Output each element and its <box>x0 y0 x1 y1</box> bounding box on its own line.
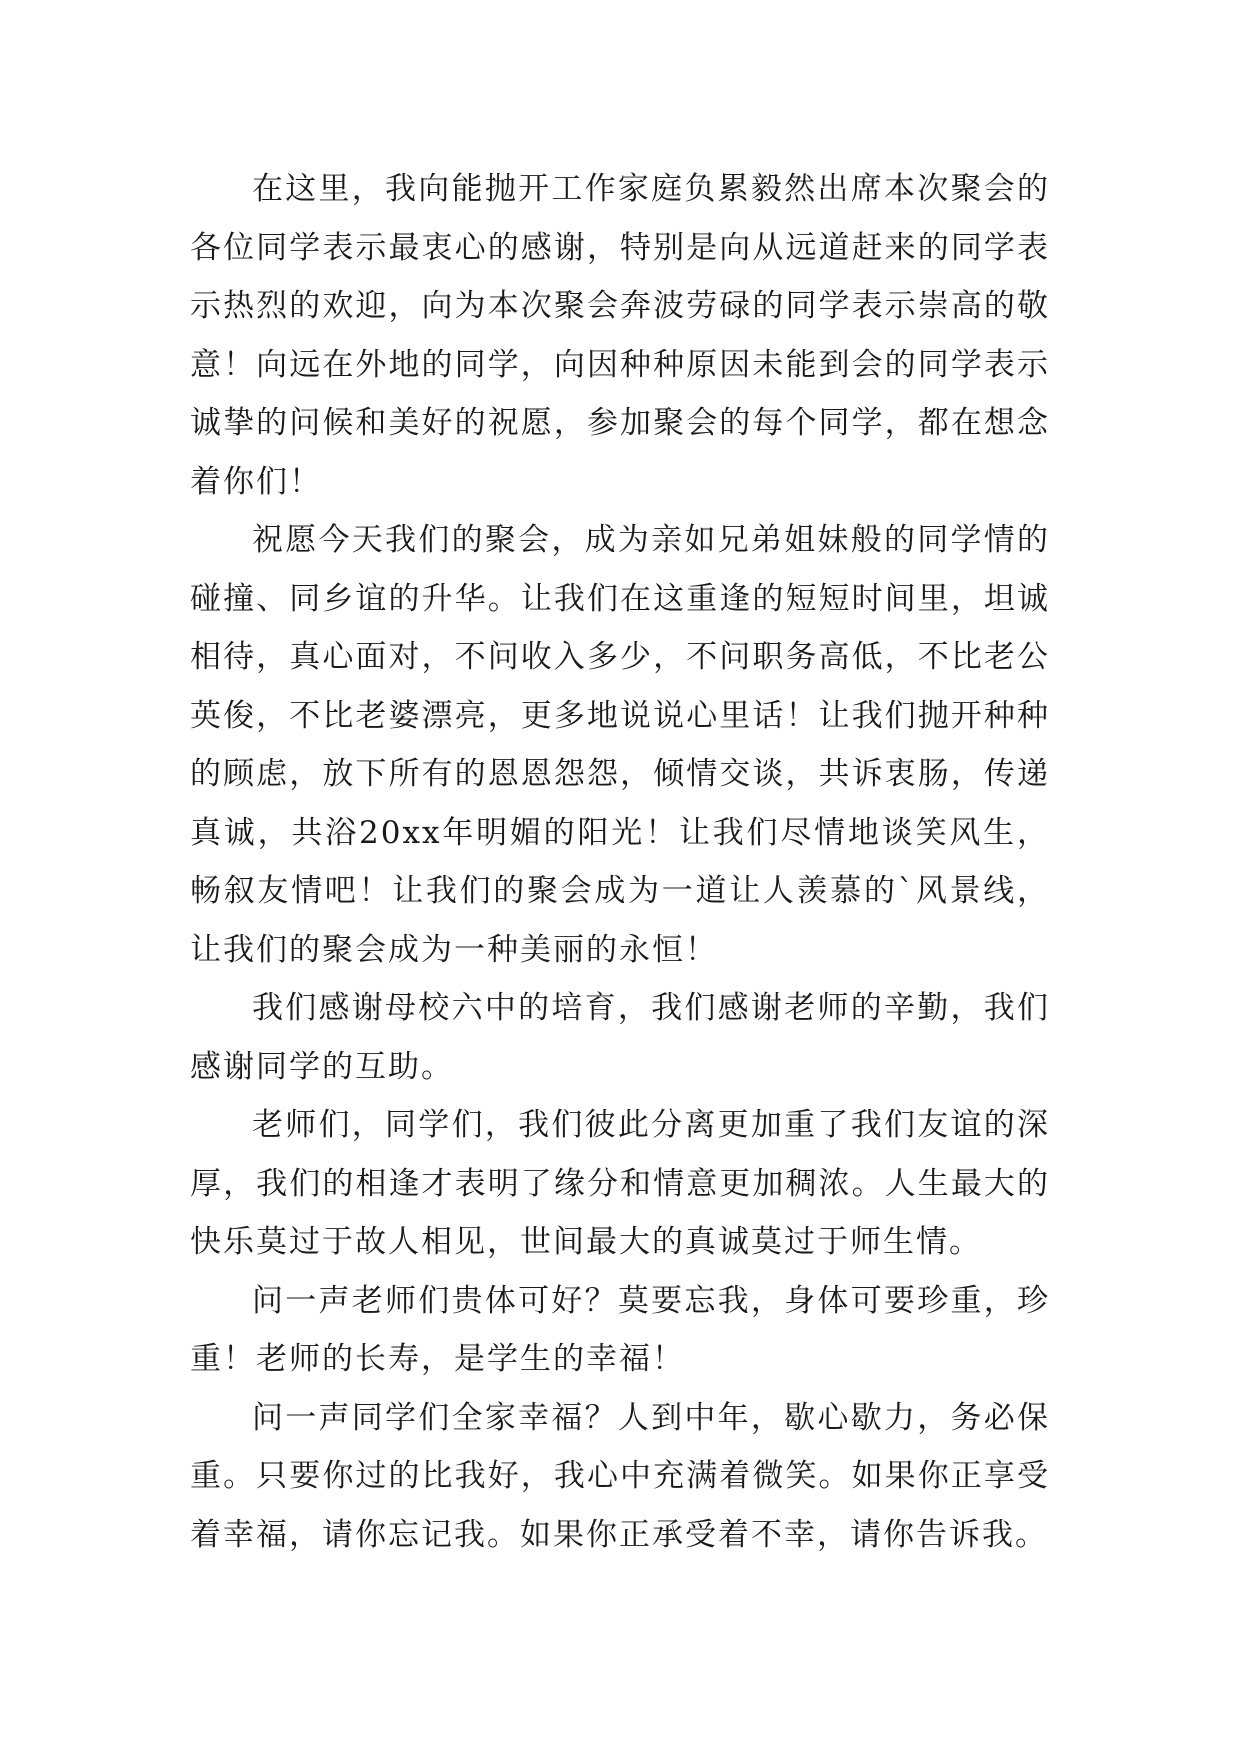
paragraph-wishes: 祝愿今天我们的聚会，成为亲如兄弟姐妹般的同学情的碰撞、同乡谊的升华。让我们在这重逢的短短时间里，坦诚相待，真心面对，不问收入多少，不问职务高低，不比老公英俊，不比老婆漂亮，更多地说说心里话！让我们抛开种种的顾虑，放下所有的恩恩怨怨，倾情交谈，共诉衷肠，传递真诚，共浴20xx年明媚的阳光！让我们尽情地谈笑风生，畅叙友情吧！让我们的聚会成为一道让人羡慕的`风景线，让我们的聚会成为一种美丽的永恒！ <box>190 522 1050 968</box>
paragraph-teachers: 问一声老师们贵体可好？莫要忘我，身体可要珍重，珍重！老师的长寿，是学生的幸福！ <box>190 1282 1050 1377</box>
document-body <box>190 160 1050 1564</box>
paragraph-classmates: 问一声同学们全家幸福？人到中年，歇心歇力，务必保重。只要你过的比我好，我心中充满着微笑。如果你正享受着幸福，请你忘记我。如果你正承受着不幸，请你告诉我。 <box>190 1399 1050 1553</box>
paragraph-gratitude: 在这里，我向能抛开工作家庭负累毅然出席本次聚会的各位同学表示最衷心的感谢，特别是向从远道赶来的同学表示热烈的欢迎，向为本次聚会奔波劳碌的同学表示崇高的敬意！向远在外地的同学，向因种种原因未能到会的同学表示诚挚的问候和美好的祝愿，参加聚会的每个同学，都在想念着你们！ <box>190 171 1050 500</box>
paragraph-friendship: 老师们，同学们，我们彼此分离更加重了我们友谊的深厚，我们的相逢才表明了缘分和情意更加稠浓。人生最大的快乐莫过于故人相见，世间最大的真诚莫过于师生情。 <box>190 1107 1050 1260</box>
paragraph-thanks: 我们感谢母校六中的培育，我们感谢老师的辛勤，我们感谢同学的互助。 <box>190 990 1050 1085</box>
